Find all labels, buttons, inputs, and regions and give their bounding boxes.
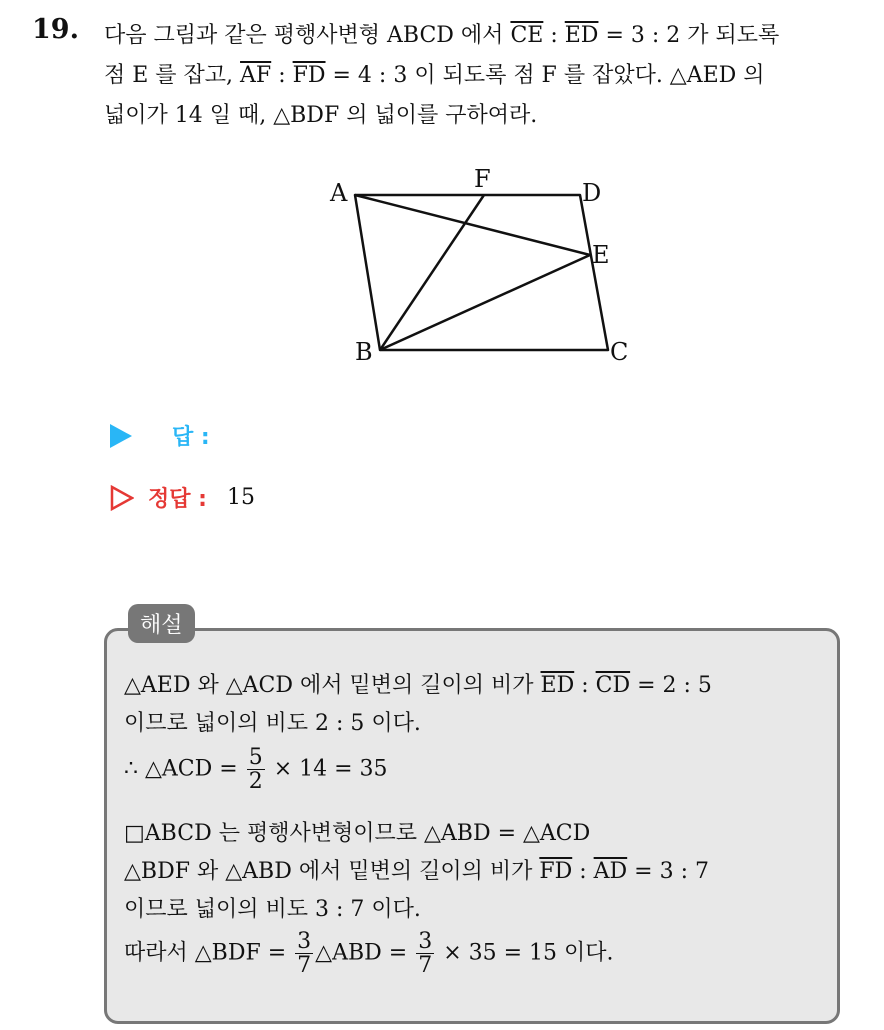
solution-line-6: 이므로 넓이의 비도 3 : 7 이다. (124, 897, 421, 922)
q-text: : (271, 63, 293, 88)
correct-answer-row (110, 482, 255, 513)
solution-line-7: 따라서 △BDF = $\frac{3}{7}$ △ABD = $\frac{3}{7}$ × 35 = 15 이다. (124, 929, 614, 979)
q-text: 점 E 를 잡고, (104, 63, 241, 88)
question-text (104, 16, 874, 136)
segment-af: $\overline{AF}$ (240, 63, 272, 88)
label-c: C (610, 338, 629, 366)
q-text: 넓이가 14 일 때, △BDF 의 넓이를 구하여라. (104, 103, 538, 128)
solution-line-3: ∴ △ACD = $\frac{5}{2}$ × 14 = 35 (124, 745, 388, 795)
label-e: E (592, 241, 610, 269)
label-d: D (582, 179, 602, 207)
correct-answer-label: 정답 : (148, 487, 207, 512)
play-icon (110, 424, 132, 448)
solution-line-1: △AED 와 △ACD 에서 밑변의 길이의 비가 $\overline{ED}$ : $\overline{CD} = 2$ : 5 (124, 673, 712, 698)
label-f: F (474, 165, 491, 193)
question-number: 19. (32, 14, 79, 45)
q-text: = 3 : 2 가 되도록 (598, 23, 780, 48)
solution-line-5: △BDF 와 △ABD 에서 밑변의 길이의 비가 $\overline{FD}$ : $\overline{AD} = 3$ : 7 (124, 859, 709, 884)
segment-ed: $\overline{ED}$ (564, 23, 599, 48)
q-text: : (543, 23, 565, 48)
segment-fd: $\overline{FD}$ (292, 63, 326, 88)
q-text: 다음 그림과 같은 평행사변형 ABCD 에서 (104, 23, 511, 48)
answer-row (110, 420, 210, 451)
label-a: A (330, 179, 348, 207)
solution-line-2: 이므로 넓이의 비도 2 : 5 이다. (124, 711, 421, 736)
q-text: = 4 : 3 이 되도록 점 F 를 잡았다. △AED 의 (325, 63, 765, 88)
segment-ae (355, 195, 590, 255)
parallelogram-abcd (355, 195, 608, 350)
correct-answer-value: 15 (226, 485, 255, 510)
answer-label: 답 : (172, 425, 210, 450)
label-b: B (355, 338, 373, 366)
solution-tag: 해설 (128, 604, 195, 643)
segment-ce: $\overline{CE}$ (510, 23, 544, 48)
parallelogram-figure (320, 160, 650, 375)
outlined-play-icon (110, 485, 134, 511)
solution-line-4: □ABCD 는 평행사변형이므로 △ABD = △ACD (124, 821, 591, 846)
